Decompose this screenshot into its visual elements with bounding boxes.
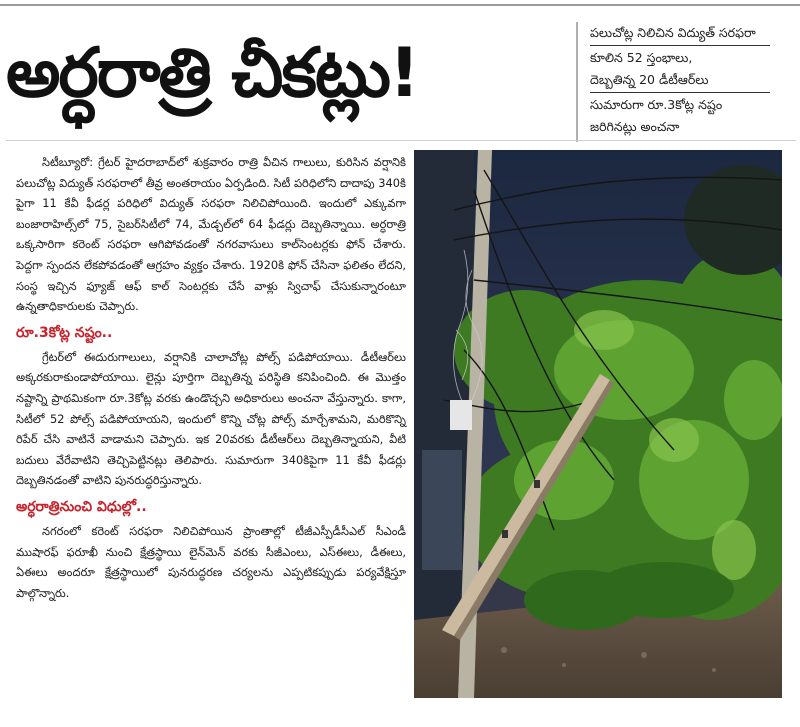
section-divider bbox=[6, 140, 796, 141]
deck-line: కూలిన 52 స్తంభాలు, bbox=[590, 50, 693, 65]
news-photo bbox=[414, 150, 782, 698]
fallen-pole-tree-photo bbox=[414, 150, 782, 698]
article-body bbox=[16, 152, 406, 603]
headline: అర్ధరాత్రి చీకట్లు! bbox=[6, 34, 418, 113]
subheading-duty: అర్ధరాత్రినుంచి విధుల్లో.. bbox=[16, 498, 147, 515]
deck-line: సుమారుగా రూ.3కోట్ల నష్టం bbox=[590, 97, 723, 112]
paragraph-text: సిటీబ్యూరో: గ్రేటర్ హైదరాబాద్‌లో శుక్రవారం రాత్రి వీచిన గాలులు, కురిసిన వర్షానికి పలుచోట్ల విద్యుత్ సరఫరాలో తీవ్ర అంతరాయం ఏర్పడింది. సిటీ పరిధిలోని దాదాపు 340కి పైగా 11 కేవీ ఫీడర్ల పరిధిలో విద్యుత్ సరఫరా నిలిచిపోయింది. ఇందులో ఎక్కువగా బంజారాహిల్స్‌లో 75, సైబర్‌సిటీలో 74, మేడ్చల్‌లో 64 ఫీడర్లు దెబ్బతిన్నాయి. అర్ధరాత్రి ఒక్కసారిగా కరెంట్ సరఫరా ఆగిపోవడంతో నగరవాసులు కాల్‌సెంటర్లకు ఫోన్ చేశారు. పెద్దగా స్పందన లేకపోవడంతో ఆగ్రహం వ్యక్తం చేశారు. 1920కి ఫోన్ చేసినా ఫలితం లేదని, సంస్థ ఇచ్చిన ఫ్యూజ్ ఆఫ్ కాల్ సెంటర్లకు చేసే వాళ్లు స్విచాఫ్ చేసుకున్నారంటూ ఉన్నతాధికారులకు చెప్పారు. bbox=[16, 155, 406, 314]
deck-line: జరిగినట్లు అంచనా bbox=[590, 119, 680, 134]
paragraph-text: గ్రేటర్‌లో ఈదురుగాలులు, వర్షానికి చాలాచోట్ల పోల్స్ పడిపోయాయి. డీటీఆర్‌లు అక్కరకురాకుండాపోయాయి. లైన్లు పూర్తిగా దెబ్బతిన్న పరిస్థితి కనిపించింది. ఈ మొత్తం నష్టాన్ని ప్రాథమికంగా రూ.3కోట్ల వరకు ఉండొచ్చని అధికారులు అంచనా వేస్తున్నారు. కాగా, సిటీలో 52 పోల్స్ పడిపోయాయని, ఇందులో కొన్ని చోట్ల పోల్స్ మార్చేశామని, మరికొన్ని రిపేర్ చేసి వాటినే వాడామని చెప్పారు. ఇక 20వరకు డీటీఆర్‌లు దెబ్బతిన్నాయని, వీటి బదులు వేరేవాటిని తెచ్చిపెట్టినట్లు తెలిపారు. సుమారుగా 340కిపైగా 11 కేవీ ఫీడర్లు దెబ్బతినడంతో వాటిని పునరుద్ధరిస్తున్నారు. bbox=[16, 349, 406, 488]
article-paragraph bbox=[16, 347, 406, 491]
deck-summary bbox=[576, 22, 794, 142]
article-paragraph bbox=[16, 152, 406, 317]
deck-divider bbox=[590, 45, 770, 46]
paragraph-text: నగరంలో కరెంట్ సరఫరా నిలిచిపోయిన ప్రాంతాల్లో టీజీఎస్పీడీసీఎల్ సీఎండీ ముషారఫ్ ఫరూఖీ నుంచి క్షేత్రస్థాయి లైన్‌మెన్ వరకు సీజీఎంలు, ఎస్ఈలు, డీఈలు, ఏఈలు అందరూ క్షేత్రస్థాయిలో పునరుద్ధరణ చర్యలను ఎప్పటికప్పుడు పర్యవేక్షిస్తూ పాల్గొన్నారు. bbox=[16, 523, 406, 600]
top-rule bbox=[0, 4, 800, 6]
deck-line: పలుచోట్ల నిలిచిన విద్యుత్ సరఫరా bbox=[590, 25, 756, 40]
deck-divider bbox=[590, 92, 770, 93]
deck-line: దెబ్బతిన్న 20 డీటీఆర్‌లు bbox=[590, 72, 709, 87]
subheading-loss: రూ.3కోట్ల నష్టం.. bbox=[16, 324, 113, 341]
article-paragraph bbox=[16, 521, 406, 603]
